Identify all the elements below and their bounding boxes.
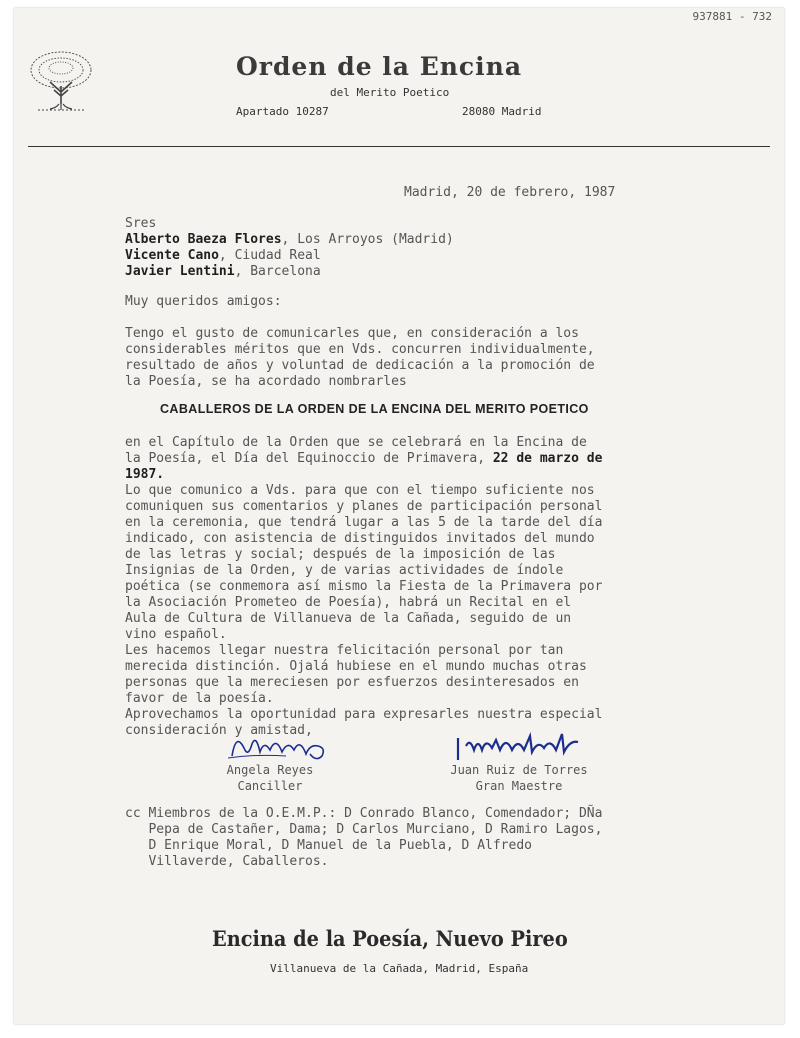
chapter-line: en el Capítulo de la Orden que se celebrará en la Encina de [125,435,587,450]
body-line: vino español. [125,627,227,642]
body-line: la Asociación Prometeo de Poesía), habrá un Recital en el [125,595,572,610]
salutation-prefix: Sres [125,216,157,231]
signatory-name: Juan Ruiz de Torres [450,763,588,777]
letter-date: Madrid, 20 de febrero, 1987 [404,185,616,200]
recipient-place: , Los Arroyos (Madrid) [281,232,454,247]
archive-number: 937881 - 732 [692,10,772,23]
chapter-date: 22 de marzo de [492,451,603,466]
body-line: poética (se conmemora así mismo la Fiesta de la Primavera por [125,579,603,594]
chapter-line-text: la Poesía, el Día del Equinoccio de Primavera, [125,451,493,466]
body-line: consideración y amistad, [125,723,313,738]
recipient-name: Alberto Baeza Flores [125,232,282,247]
oak-tree-logo-icon [26,46,96,120]
intro-line: Tengo el gusto de comunicarles que, en consideración a los [125,326,579,341]
signature-angela-reyes [226,726,346,766]
signatory-title: Gran Maestre [475,779,563,793]
recipient-line [125,264,321,280]
body-line: en la ceremonia, que tendrá lugar a las 5 de la tarde del día [125,515,603,530]
body-line: Aprovechamos la oportunidad para expresarles nuestra especial [125,707,603,722]
body-line: indicado, con asistencia de distinguidos invitados del mundo [125,531,595,546]
body-line: comuniquen sus comentarios y planes de participación personal [125,499,603,514]
intro-line: la Poesía, se ha acordado nombrarles [125,374,407,389]
intro-line: considerables méritos que en Vds. concurren individualmente, [125,342,595,357]
footer-title: Encina de la Poesía, Nuevo Pireo [212,926,568,951]
org-address: Apartado 10287 [236,105,329,118]
org-city: 28080 Madrid [462,105,542,118]
org-subtitle: del Merito Poetico [330,86,450,99]
body-line: personas que la mereciesen por esfuerzos desinteresados en [125,675,579,690]
intro-line: resultado de años y voluntad de dedicación a la promoción de [125,358,595,373]
cc-line: D Enrique Moral, D Manuel de la Puebla, D Alfredo [125,838,532,853]
body-line: favor de la poesía. [125,691,274,706]
body-line: Aula de Cultura de Villanueva de la Cañada, seguido de un [125,611,572,626]
signatory-title: Canciller [237,779,303,793]
chapter-year: 1987. [125,467,165,482]
recipient-line [125,248,321,264]
chapter-line [125,451,602,467]
body-line: Lo que comunico a Vds. para que con el tiempo suficiente nos [125,483,595,498]
recipient-place: , Ciudad Real [218,248,321,263]
signature-juan-ruiz [452,726,592,766]
signatory-name: Angela Reyes [226,763,314,777]
cc-line: Pepa de Castañer, Dama; D Carlos Murciano, D Ramiro Lagos, [125,822,603,837]
cc-line: Villaverde, Caballeros. [125,854,329,869]
body-line: Insignias de la Orden, y de varias actividades de índole [125,563,564,578]
recipient-name: Vicente Cano [125,248,219,263]
greeting: Muy queridos amigos: [125,294,282,309]
recipient-name: Javier Lentini [125,264,235,279]
footer-subtitle: Villanueva de la Cañada, Madrid, España [270,962,529,975]
org-title: Orden de la Encina [236,52,523,81]
body-line: Les hacemos llegar nuestra felicitación personal por tan [125,643,564,658]
cc-line: cc Miembros de la O.E.M.P.: D Conrado Blanco, Comendador; DÑa [125,806,603,821]
header-divider [28,146,770,147]
appointment-heading: CABALLEROS DE LA ORDEN DE LA ENCINA DEL MERITO POETICO [160,402,589,416]
body-line: merecida distinción. Ojalá hubiese en el mundo muchas otras [125,659,587,674]
recipient-place: , Barcelona [234,264,321,279]
recipient-line [125,232,454,248]
signatory-block [200,762,340,794]
body-line: de las letras y social; después de la imposición de las [125,547,556,562]
signatory-block [424,762,614,794]
